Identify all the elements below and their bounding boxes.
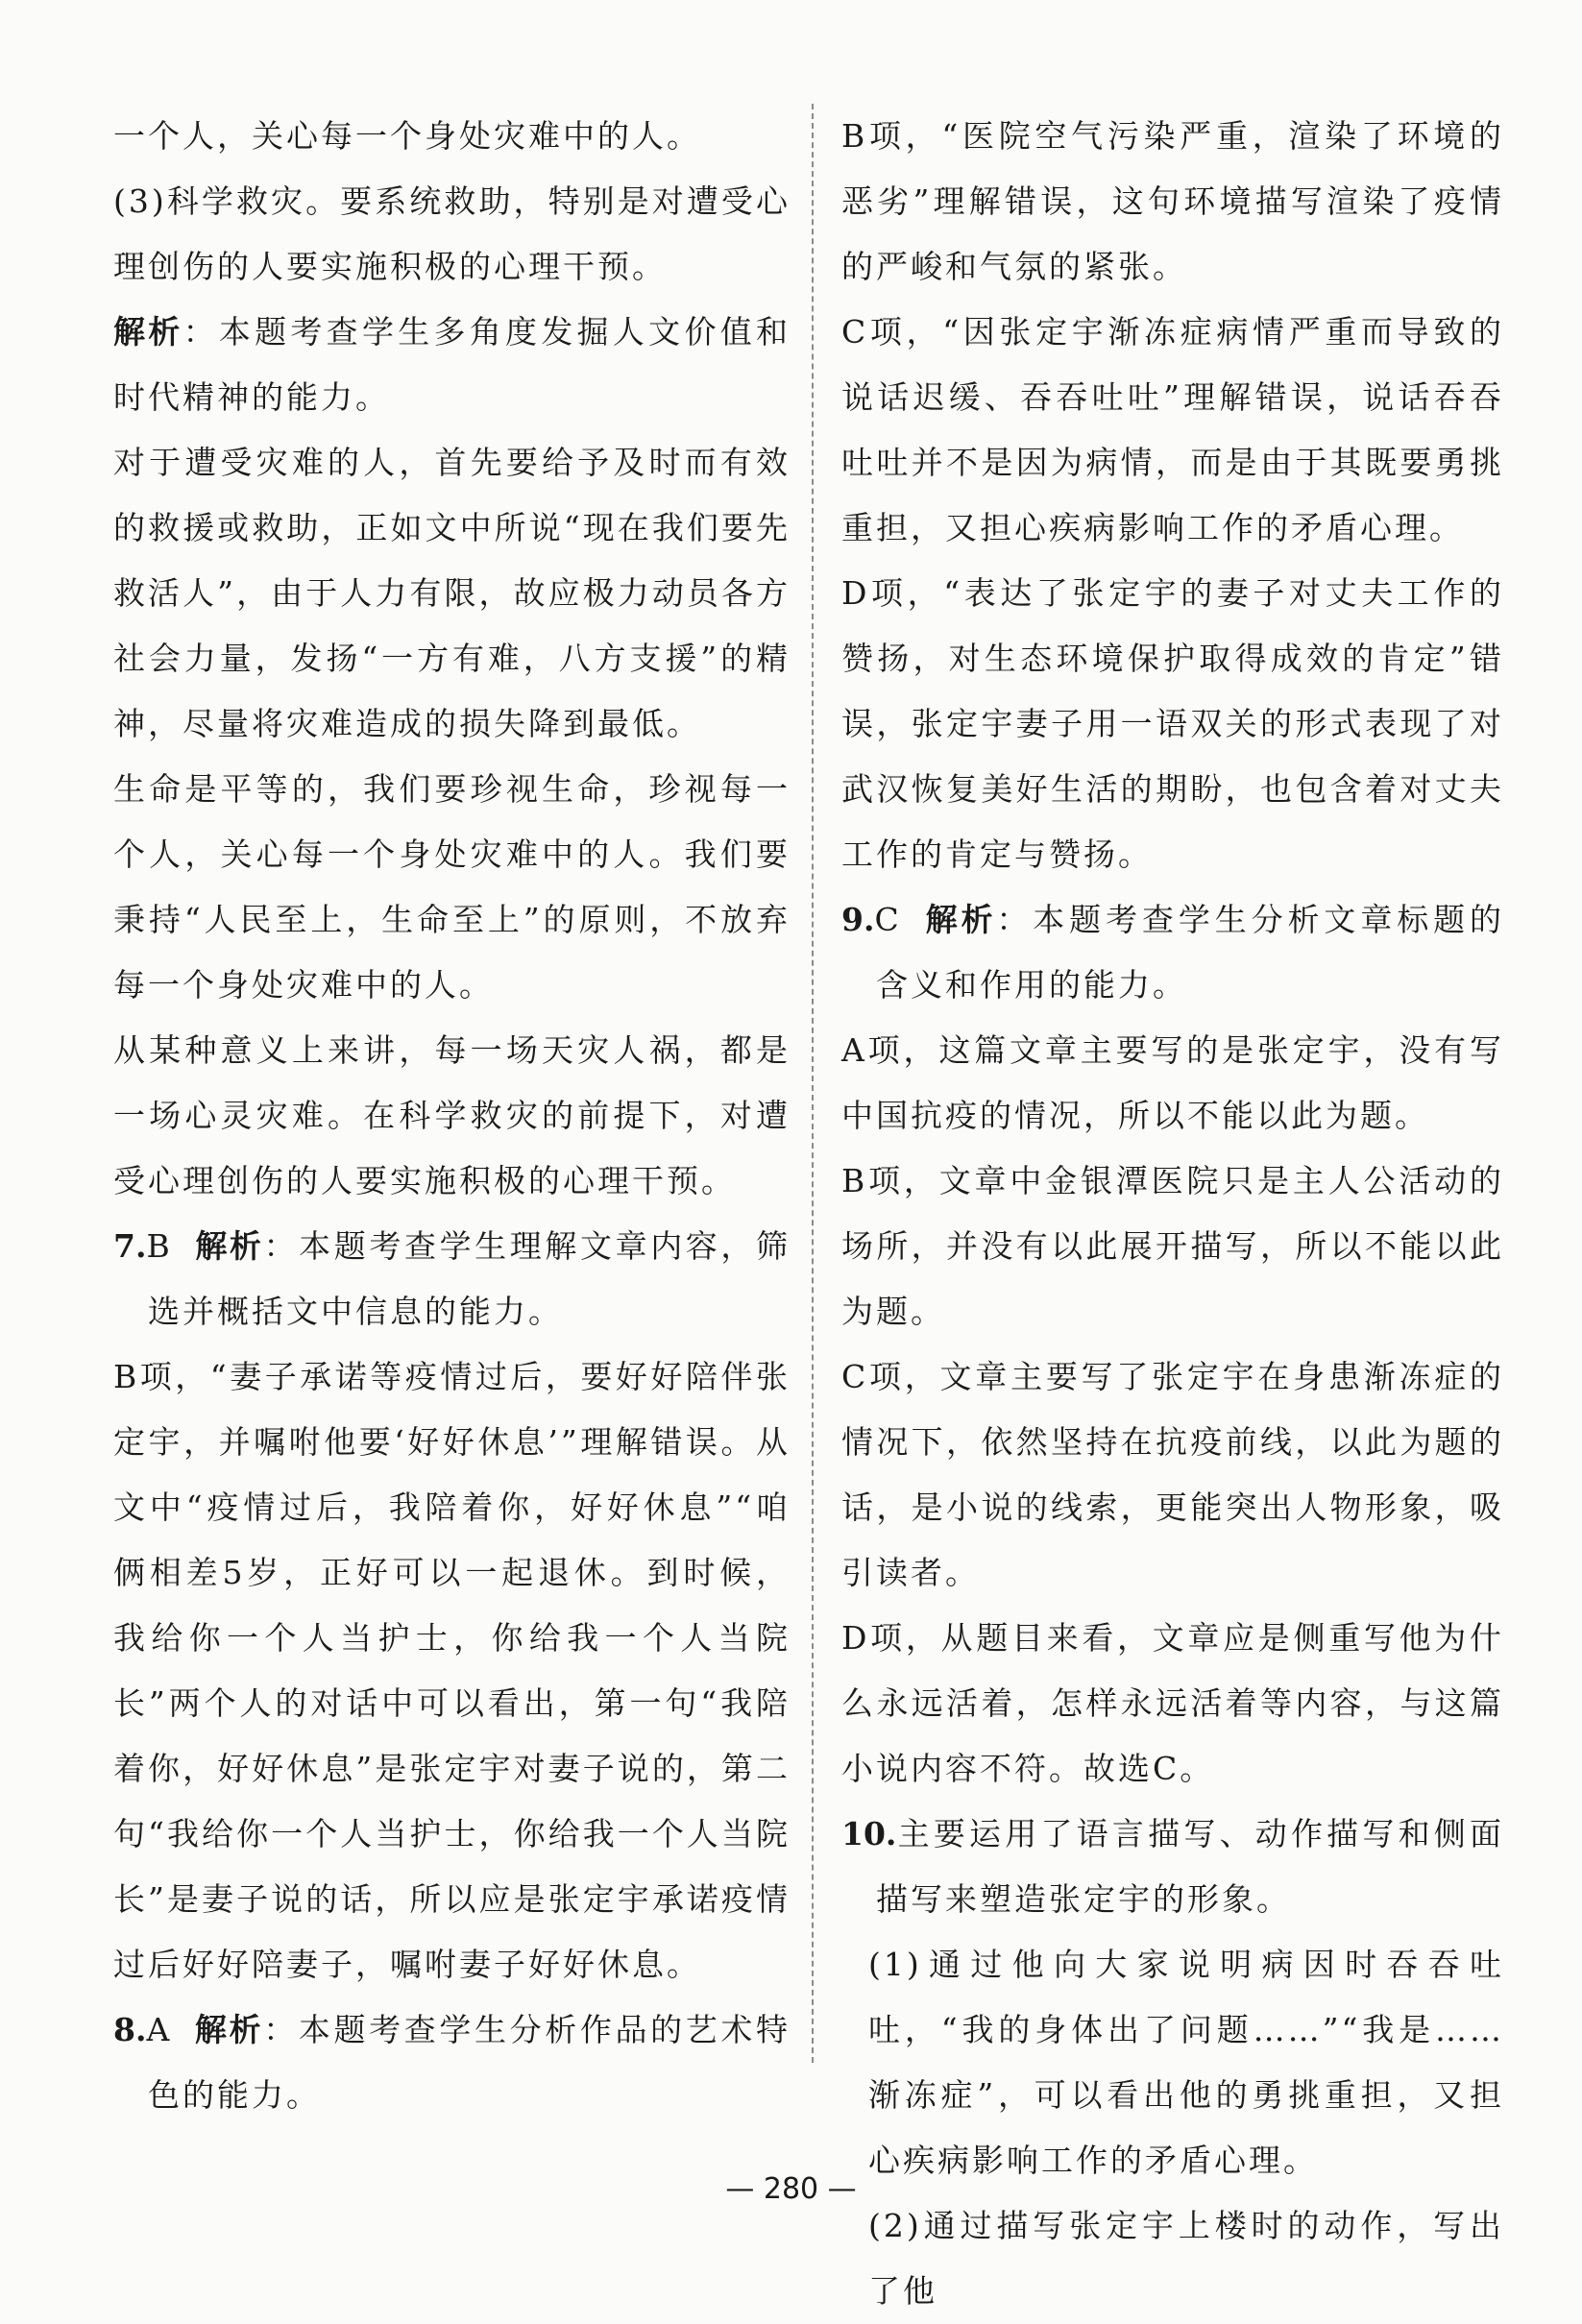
- left-column: [113, 104, 791, 2128]
- paragraph: B项，“妻子承诺等疫情过后，要好好陪伴张定宇，并嘱咐他要‘好好休息’”理解错误。从文中“疫情过后，我陪着你，好好休息”“咱俩相差5岁，正好可以一起退休。到时候，我给你一个人当护士，你给我一个人当院长”两个人的对话中可以看出，第一句“我陪着你，好好休息”是张定宇对妻子说的，第二句“我给你一个人当护士，你给我一个人当院长”是妻子说的话，所以应是张定宇承诺疫情过后好好陪妻子，嘱咐妻子好好休息。: [113, 1358, 791, 1983]
- answer-letter: C: [874, 901, 899, 938]
- question-number: 10.: [841, 1815, 897, 1852]
- analysis-label: 解析: [923, 901, 997, 938]
- analysis-label: 解析: [113, 313, 183, 351]
- paragraph: 一个人，关心每一个身处灾难中的人。: [113, 117, 701, 155]
- analysis-text: ：本题考查学生多角度发掘人文价值和时代精神的能力。: [113, 313, 791, 416]
- paragraph: D项，从题目来看，文章应是侧重写他为什么永远活着，怎样永远活着等内容，与这篇小说内容不符。故选C。: [841, 1619, 1504, 1787]
- column-divider: [812, 104, 814, 2063]
- analysis-paragraph: [113, 300, 791, 430]
- paragraph: 生命是平等的，我们要珍视生命，珍视每一个人，关心每一个身处灾难中的人。我们要秉持“人民至上，生命至上”的原则，不放弃每一个身处灾难中的人。: [113, 770, 791, 1004]
- question-number: 9.: [841, 901, 875, 938]
- paragraph: B项，文章中金银潭医院只是主人公活动的场所，并没有以此展开描写，所以不能以此为题。: [841, 1162, 1504, 1330]
- analysis-text: ：本题考查学生分析作品的艺术特色的能力。: [148, 2011, 791, 2114]
- question-10: [841, 1802, 1504, 1932]
- analysis-text: ：本题考查学生分析文章标题的含义和作用的能力。: [876, 901, 1505, 1004]
- paragraph: (1)通过他向大家说明病因时吞吞吐吐，“我的身体出了问题……”“我是……渐冻症”，可以看出他的勇挑重担，又担心疾病影响工作的矛盾心理。: [868, 1946, 1504, 2179]
- paragraph: D项，“表达了张定宇的妻子对丈夫工作的赞扬，对生态环境保护取得成效的肯定”错误，张定宇妻子用一语双关的形式表现了对武汉恢复美好生活的期盼，也包含着对丈夫工作的肯定与赞扬。: [841, 574, 1504, 873]
- answer-text: 主要运用了语言描写、动作描写和侧面描写来塑造张定宇的形象。: [876, 1815, 1504, 1918]
- paragraph: (2)通过描写张定宇上楼时的动作，写出了他: [868, 2207, 1504, 2310]
- question-number: 7.: [113, 1227, 147, 1265]
- right-column: [841, 104, 1504, 2324]
- analysis-text: ：本题考查学生理解文章内容，筛选并概括文中信息的能力。: [148, 1227, 791, 1330]
- paragraph: C项，“因张定宇渐冻症病情严重而导致的说话迟缓、吞吞吐吐”理解错误，说话吞吞吐吐并不是因为病情，而是由于其既要勇挑重担，又担心疾病影响工作的矛盾心理。: [841, 313, 1504, 546]
- paragraph: B项，“医院空气污染严重，渲染了环境的恶劣”理解错误，这句环境描写渲染了疫情的严峻和气氛的紧张。: [841, 117, 1504, 285]
- paragraph: 从某种意义上来讲，每一场天灾人祸，都是一场心灵灾难。在科学救灾的前提下，对遭受心理创伤的人要实施积极的心理干预。: [113, 1031, 791, 1199]
- answer-letter: A: [146, 2011, 170, 2048]
- page-number: — 280 —: [725, 2172, 857, 2206]
- analysis-label: 解析: [194, 1227, 264, 1265]
- paragraph: A项，这篇文章主要写的是张定宇，没有写中国抗疫的情况，所以不能以此为题。: [841, 1031, 1504, 1134]
- answer-letter: B: [146, 1227, 170, 1265]
- paragraph: (3)科学救灾。要系统救助，特别是对遭受心理创伤的人要实施积极的心理干预。: [113, 182, 791, 285]
- question-9: [841, 887, 1504, 1018]
- paragraph: C项，文章主要写了张定宇在身患渐冻症的情况下，依然坚持在抗疫前线，以此为题的话，是小说的线索，更能突出人物形象，吸引读者。: [841, 1358, 1504, 1591]
- question-8: [113, 1997, 791, 2128]
- analysis-label: 解析: [194, 2011, 264, 2048]
- question-7: [113, 1214, 791, 1344]
- paragraph: 对于遭受灾难的人，首先要给予及时而有效的救援或救助，正如文中所说“现在我们要先救活人”，由于人力有限，故应极力动员各方社会力量，发扬“一方有难，八方支援”的精神，尽量将灾难造成的损失降到最低。: [113, 444, 791, 742]
- question-number: 8.: [113, 2011, 147, 2048]
